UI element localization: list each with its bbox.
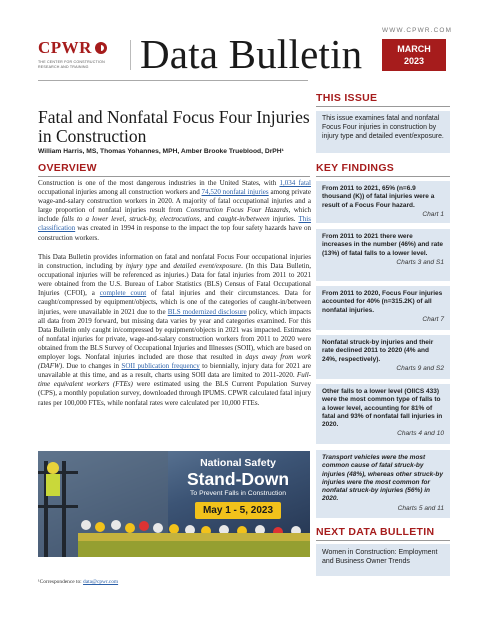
overview-paragraph-1	[38, 179, 311, 243]
header-rule	[38, 80, 308, 81]
text-run: injuries.	[269, 215, 299, 224]
text-run: , which include	[38, 206, 312, 224]
text-run: Construction is one of the most dangerous industries in the United States, with	[38, 179, 280, 187]
article-title	[38, 108, 310, 146]
key-findings-heading: KEY FINDINGS	[316, 162, 395, 174]
key-finding-2	[316, 229, 450, 281]
text-run: This Data Bulletin provides information on fatal and nonfatal Focus Four occupational injuries in construction, including by	[38, 253, 311, 271]
text-run: . Due to changes in	[62, 362, 122, 371]
stand-down-text	[174, 455, 302, 549]
key-findings-rule	[316, 176, 450, 177]
text-run: falls to a lower level, struck-by, electrocutions,	[61, 215, 202, 224]
correspondence-email-link[interactable]: data@cpwr.com	[83, 579, 119, 585]
finding-chart-ref: Charts 9 and S2	[396, 364, 444, 372]
finding-chart-ref: Chart 1	[422, 210, 444, 218]
text-run: days away from work (DAFW)	[38, 353, 311, 371]
inline-link[interactable]: complete count	[99, 289, 147, 298]
header-divider	[130, 40, 131, 70]
text-run: Construction Focus Four Hazards	[186, 206, 289, 215]
article-title-line-2: in Construction	[38, 126, 147, 146]
banner-line-3: To Prevent Falls in Construction	[190, 490, 286, 497]
this-issue-rule	[316, 106, 450, 107]
issue-date-badge	[382, 39, 446, 71]
text-run: to biennially, injury data for 2021 are unavailable at this time, and as a result, charts using SOII data are limited to 2011-2020.	[38, 362, 311, 380]
logo-subtitle-2: RESEARCH AND TRAINING	[38, 64, 89, 69]
text-run: among private wage-and-salary construction workers in 2020. A majority of fatal occupational injuries and a large proportion of nonfatal injuries result from	[38, 188, 311, 215]
banner-dates: May 1 - 5, 2023	[195, 502, 281, 519]
finding-text: Nonfatal struck-by injuries and their rate declined 2011 to 2020 (4% and 24%, respectively).	[322, 339, 434, 363]
logo-subtitle-1: THE CENTER FOR CONSTRUCTION	[38, 60, 105, 64]
text-run: of fatal injuries and their circumstances. Data for caught/compressed by equipment/objects, which is one of the categories of caught-in/between injuries, were unavailable in 2021 due to the	[38, 289, 312, 316]
finding-chart-ref: Charts 3 and S1	[396, 258, 444, 266]
finding-text: From 2011 to 2021, 65% (n=6.9 thousand (K)) of fatal injuries were a result of a Focus Four hazard.	[322, 185, 435, 209]
text-run: and	[201, 215, 218, 224]
footnote	[38, 579, 118, 585]
overview-paragraph-2	[38, 253, 311, 408]
authors: William Harris, MS, Thomas Yohannes, MPH, Amber Brooke Trueblood, DrPH¹	[38, 148, 284, 155]
article-title-line-1: Fatal and Nonfatal Focus Four Injuries	[38, 107, 310, 127]
text-run: injury type	[125, 262, 158, 271]
cpwr-logo[interactable]	[38, 38, 128, 69]
site-url-link[interactable]: WWW.CPWR.COM	[382, 27, 453, 34]
header	[0, 0, 480, 76]
next-bulletin-box[interactable]: Women in Construction: Employment and Business Owner Trends	[316, 544, 450, 576]
logo-wordmark: CPWR	[38, 38, 92, 57]
text-run: detailed event/exposure	[173, 262, 242, 271]
text-run: policy, which impacts all data from 2019 forward, but missing data varies by year and categories examined. For this Data Bulletin only caught in/compressed by equipment/objects in 2021 was impacted. Estimates of nonfatal injuries for private, wage-and-salary construction workers from 2011 to 2020 were obtained from the BLS Survey of Occupational Injuries and Illnesses (SOII), which are based on employer logs. Nonfatal injuries included are those that resulted in	[38, 307, 311, 362]
finding-text: From 2011 to 2021 there were increases in the number (46%) and rate (13%) of fatal falls to a lower level.	[322, 233, 444, 257]
finding-chart-ref: Charts 5 and 11	[397, 504, 444, 512]
overview-rule	[38, 176, 310, 177]
text-run: Full-time equivalent workers (FTEs)	[38, 371, 311, 389]
text-run: was created in 1994 in response to the impact the top four safety hazards have on construction workers.	[38, 224, 311, 242]
this-issue-heading: THIS ISSUE	[316, 92, 378, 104]
inline-link[interactable]: SOII publication frequency	[121, 362, 200, 371]
inline-link[interactable]: 74,520 nonfatal injuries	[201, 188, 269, 197]
finding-chart-ref: Charts 4 and 10	[397, 430, 444, 438]
stand-down-banner[interactable]	[38, 451, 310, 557]
next-bulletin-heading: NEXT DATA BULLETIN	[316, 526, 435, 538]
this-issue-box: This issue examines fatal and nonfatal Focus Four injuries in construction by injury type and detailed event/exposure.	[316, 111, 450, 153]
footnote-text: ¹Correspondence to:	[38, 579, 84, 585]
key-finding-5	[316, 384, 450, 444]
key-finding-6	[316, 450, 450, 518]
key-finding-1	[316, 181, 450, 223]
inline-link[interactable]: This classification	[38, 215, 312, 233]
inline-link[interactable]: 1,034 fatal	[279, 179, 311, 187]
issue-month: MARCH	[397, 44, 431, 54]
bulletin-title: Data Bulletin	[140, 31, 363, 77]
next-bulletin-rule	[316, 540, 450, 541]
finding-text: From 2011 to 2020, Focus Four injuries accounted for 40% (n=315.2K) of all nonfatal injuries.	[322, 290, 443, 314]
banner-line-2: Stand-Down	[186, 469, 290, 489]
text-run: . (In this Data Bulletin, occupational injuries will be referenced as injuries.) Data for fatal injuries from 2011 to 2021 were obtained from the U.S. Bureau of Labor Statistics (BLS) Census of Fatal Occupational Injuries (CFOI), a	[38, 262, 311, 298]
cpwr-mark-icon	[95, 42, 107, 54]
text-run: occupational injuries among all construction workers and	[38, 188, 202, 197]
finding-text: Other falls to a lower level (OIICS 433) were the most common type of falls to a lower level, accounting for 81% of fatal and 93% of nonfatal fall injuries in 2020.	[322, 388, 443, 429]
text-run: were estimated using the BLS Current Population Survey (CPS), a monthly population survey, downloaded through IPUMS. CPWR calculated fatal injury rates per 100,000 FTEs, while nonfatal rates were calculated per 10,000 FTEs.	[38, 380, 311, 407]
finding-chart-ref: Chart 7	[422, 315, 444, 323]
key-finding-3	[316, 286, 450, 330]
banner-line-1: National Safety	[200, 457, 276, 469]
inline-link[interactable]: BLS modernized disclosure	[167, 307, 247, 316]
finding-text: Transport vehicles were the most common cause of fatal struck-by injuries (48%), whereas other struck-by injuries were the most common for nonfatal struck-by injuries (56%) in 2020.	[322, 454, 444, 503]
overview-heading: OVERVIEW	[38, 162, 97, 174]
key-finding-4	[316, 335, 450, 379]
text-run: and	[157, 262, 174, 271]
text-run: caught-in/between	[217, 215, 270, 224]
issue-year: 2023	[403, 56, 425, 66]
